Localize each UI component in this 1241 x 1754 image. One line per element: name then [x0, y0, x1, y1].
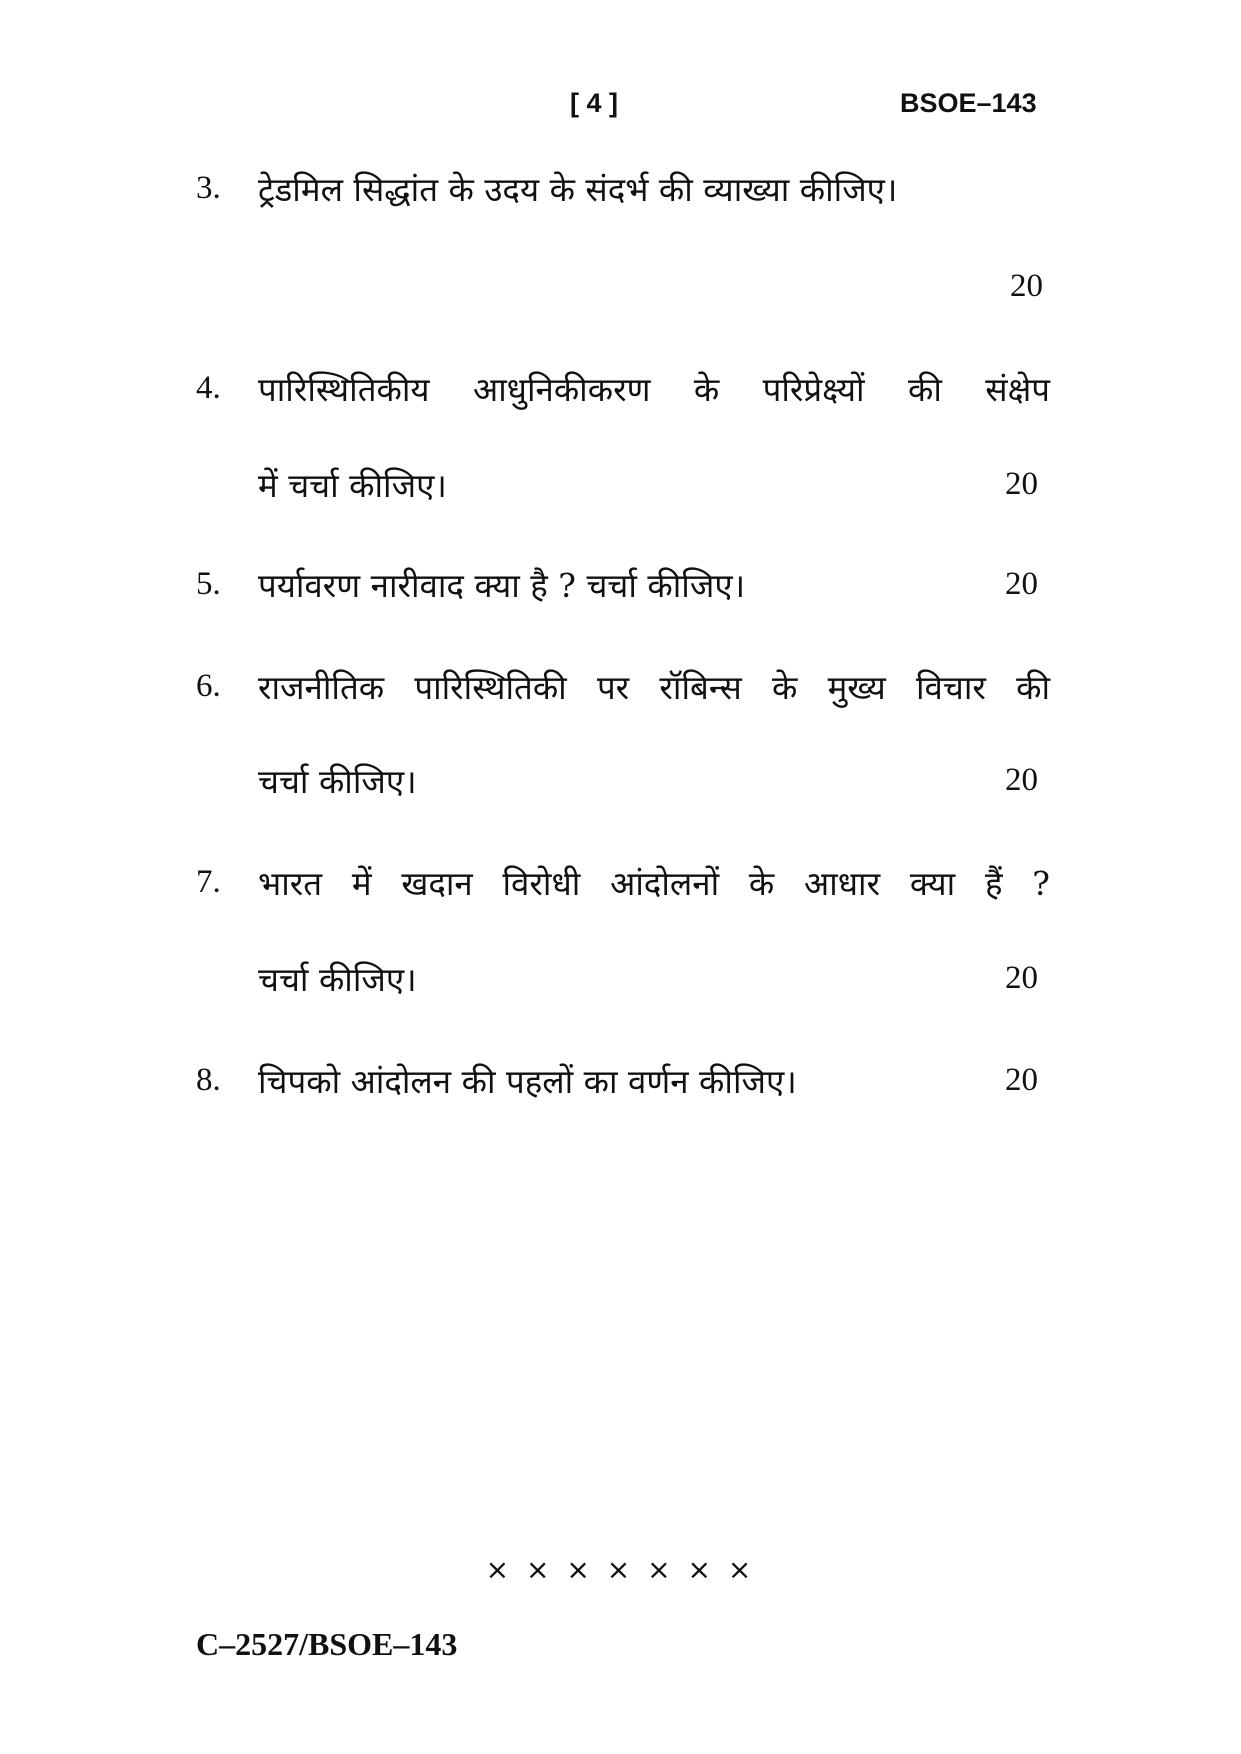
question-6: [0, 658, 1241, 718]
question-7: [0, 854, 1241, 914]
question-text: चर्चा कीजिए।: [258, 960, 417, 999]
question-marks: 20: [1005, 762, 1038, 798]
question-5: [0, 556, 1241, 616]
question-7-continued: [0, 950, 1241, 1010]
question-text: भारत में खदान विरोधी आंदोलनों के आधार क्या हैं ?: [258, 864, 1050, 903]
page-number: [ 4 ]: [570, 88, 619, 118]
question-marks: 20: [1010, 268, 1043, 304]
question-3-marks-line: [0, 258, 1241, 318]
question-text: में चर्चा कीजिए।: [258, 466, 447, 505]
question-text: चर्चा कीजिए।: [258, 762, 417, 801]
question-marks: 20: [1005, 566, 1038, 602]
question-text: ट्रेडमिल सिद्धांत के उदय के संदर्भ की व्याख्या कीजिए।: [258, 170, 898, 209]
question-text: राजनीतिक पारिस्थितिकी पर रॉबिन्स के मुख्य विचार की: [258, 668, 1050, 707]
question-number: 8.: [196, 1062, 221, 1098]
question-number: 3.: [196, 170, 221, 206]
question-marks: 20: [1005, 960, 1038, 996]
question-number: 6.: [196, 668, 221, 704]
question-8: [0, 1052, 1241, 1112]
question-number: 5.: [196, 566, 221, 602]
question-number: 7.: [196, 864, 221, 900]
end-of-paper-marker: × × × × × × ×: [485, 1553, 756, 1586]
paper-code-header: BSOE–143: [900, 88, 1037, 118]
question-text: पर्यावरण नारीवाद क्या है ? चर्चा कीजिए।: [258, 566, 746, 605]
question-6-continued: [0, 752, 1241, 812]
question-marks: 20: [1005, 1062, 1038, 1098]
question-4: [0, 360, 1241, 420]
question-number: 4.: [196, 370, 221, 406]
question-text: चिपको आंदोलन की पहलों का वर्णन कीजिए।: [258, 1062, 797, 1101]
paper-code-footer: C–2527/BSOE–143: [196, 1626, 458, 1662]
question-marks: 20: [1005, 466, 1038, 502]
question-text: पारिस्थितिकीय आधुनिकीकरण के परिप्रेक्ष्यों की संक्षेप: [258, 370, 1050, 409]
question-4-continued: [0, 456, 1241, 516]
question-3: [0, 160, 1241, 220]
